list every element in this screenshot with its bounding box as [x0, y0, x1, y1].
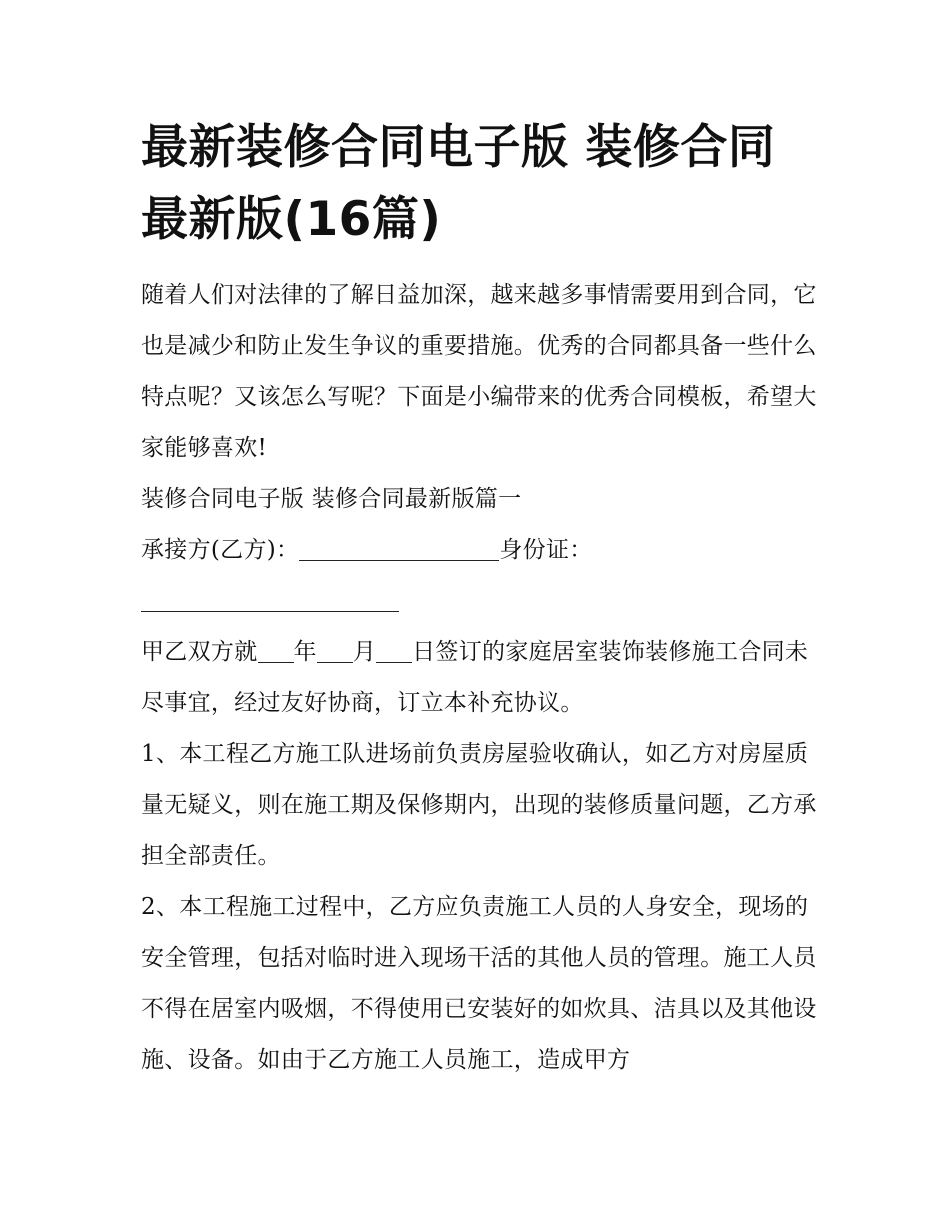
- agreement-paragraph: [141, 627, 821, 729]
- section-heading: 装修合同电子版 装修合同最新版篇一: [141, 486, 522, 512]
- day-blank: [376, 639, 412, 663]
- agreement-part2: 日签订的家庭居室装饰装修施工合同未尽事宜，经过友好协商，订立本补充协议。: [141, 639, 809, 716]
- document-title: 最新装修合同电子版 装修合同最新版(16篇): [141, 120, 776, 247]
- document-page: [141, 112, 821, 1086]
- id-blank: [141, 588, 399, 612]
- contractor-label: 承接方(乙方)：: [141, 537, 300, 563]
- contractor-line: [141, 525, 821, 627]
- clause-2: 2、本工程施工过程中，乙方应负责施工人员的人身安全，现场的安全管理，包括对临时进入现场干活的其他人员的管理。施工人员不得在居室内吸烟，不得使用已安装好的如炊具、洁具以及其他设施、设备。如由于乙方施工人员施工，造成甲方: [141, 894, 817, 1073]
- id-label: 身份证：: [499, 537, 593, 563]
- month-label: 月: [352, 639, 377, 665]
- month-blank: [317, 639, 353, 663]
- year-label: 年: [293, 639, 317, 665]
- agreement-part1: 甲乙双方就: [141, 639, 258, 665]
- contractor-blank: [299, 537, 499, 561]
- year-blank: [258, 639, 294, 663]
- intro-paragraph: 随着人们对法律的了解日益加深，越来越多事情需要用到合同，它也是减少和防止发生争议的重要措施。优秀的合同都具备一些什么特点呢？又该怎么写呢？下面是小编带来的优秀合同模板，希望大家能够喜欢!: [141, 282, 817, 461]
- clause-1: 1、本工程乙方施工队进场前负责房屋验收确认，如乙方对房屋质量无疑义，则在施工期及保修期内，出现的装修质量问题，乙方承担全部责任。: [141, 741, 817, 869]
